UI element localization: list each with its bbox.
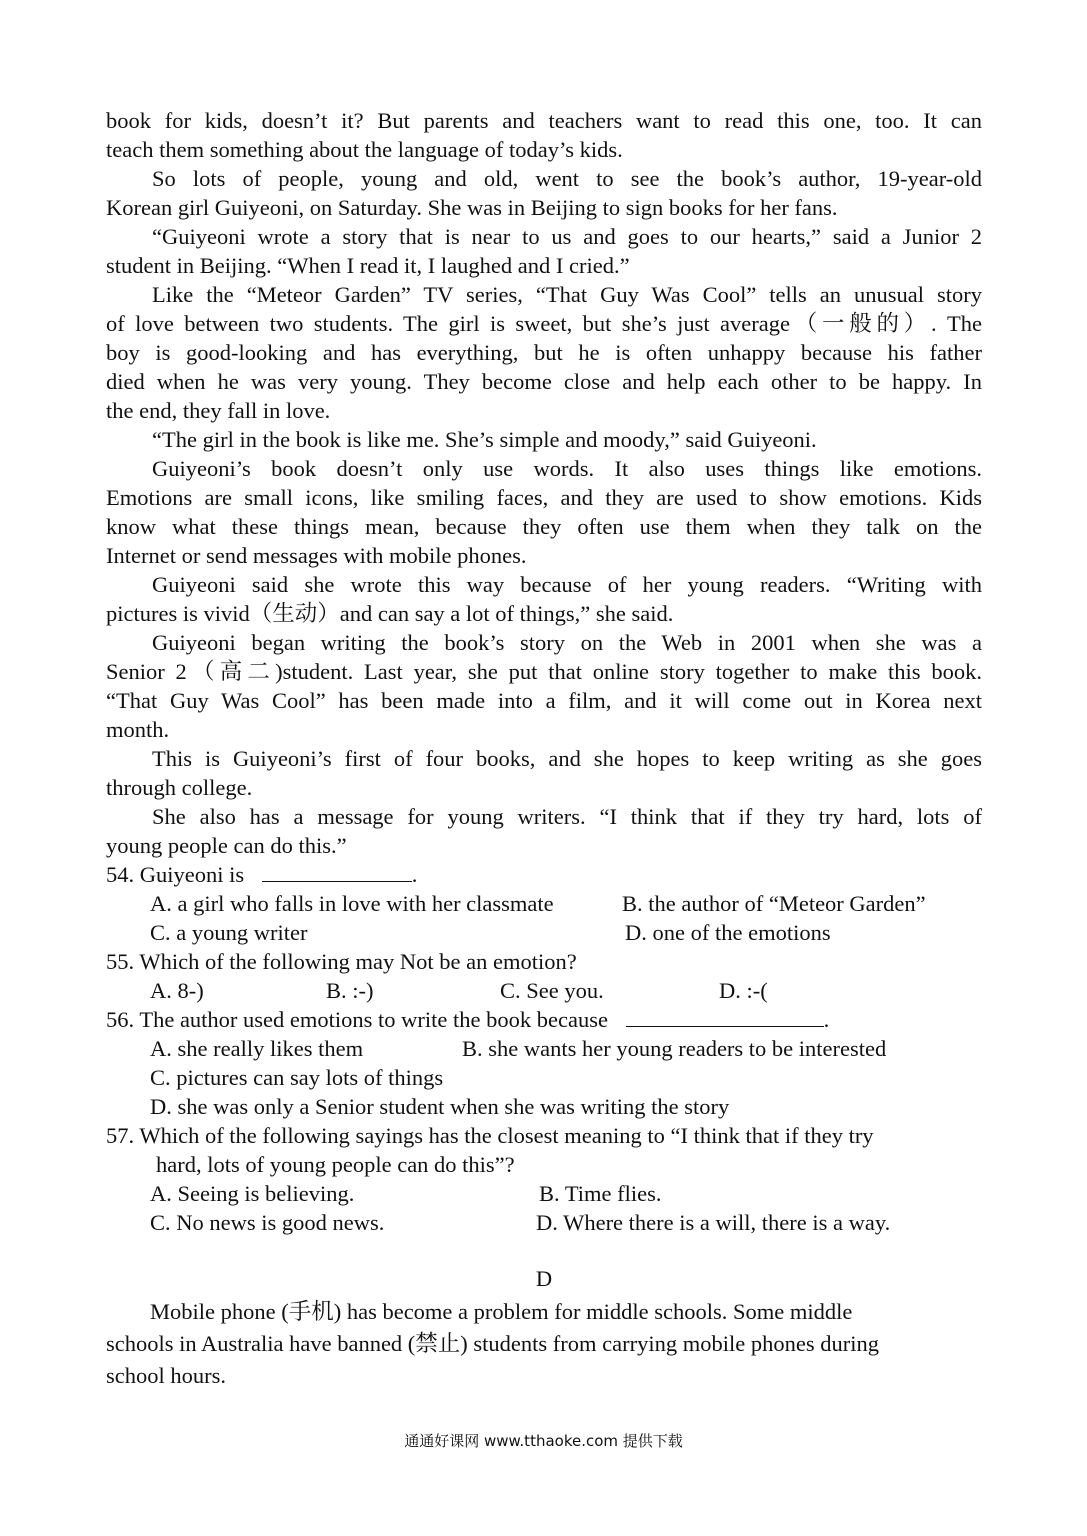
passage-line: know what these things mean, because they often use them when they talk on the <box>106 514 982 539</box>
passage-line: the end, they fall in love. <box>106 398 331 423</box>
passage-line: student in Beijing. “When I read it, I laughed and I cried.” <box>106 253 630 278</box>
stem-end: . <box>411 862 418 887</box>
option-b: B. :-) <box>326 978 374 1003</box>
option-d: D. she was only a Senior student when she was writing the story <box>150 1094 730 1119</box>
option-d: D. one of the emotions <box>625 920 831 945</box>
option-a: A. a girl who falls in love with her classmate <box>150 891 554 916</box>
passage-line: through college. <box>106 775 253 800</box>
passage-line: Guiyeoni said she wrote this way because of her young readers. “Writing with <box>152 572 982 597</box>
question-55 <box>106 947 982 1005</box>
passage-line: Guiyeoni began writing the book’s story on the Web in 2001 when she was a <box>152 630 982 655</box>
question-56 <box>106 1005 982 1121</box>
passage-line: book for kids, doesn’t it? But parents and teachers want to read this one, too. It can <box>106 108 982 133</box>
passage-line: died when he was very young. They become close and help each other to be happy. In <box>106 369 982 394</box>
option-c: C. No news is good news. <box>150 1210 385 1235</box>
question-57 <box>106 1121 982 1237</box>
passage-line: pictures is vivid（生动）and can say a lot of things,” she said. <box>106 601 674 626</box>
passage-line: “That Guy Was Cool” has been made into a film, and it will come out in Korea next <box>106 688 982 713</box>
option-b: B. the author of “Meteor Garden” <box>622 891 926 916</box>
passage-line: young people can do this.” <box>106 833 347 858</box>
passage-line: schools in Australia have banned (禁止) students from carrying mobile phones during <box>106 1331 879 1356</box>
passage-line: boy is good-looking and has everything, but he is often unhappy because his father <box>106 340 982 365</box>
option-c: C. a young writer <box>150 920 308 945</box>
question-stem: 56. The author used emotions to write the book because <box>106 1007 608 1032</box>
passage-line: school hours. <box>106 1363 226 1388</box>
option-a: A. Seeing is believing. <box>150 1181 355 1206</box>
passage-line: Like the “Meteor Garden” TV series, “That Guy Was Cool” tells an unusual story <box>152 282 982 307</box>
exam-page <box>106 106 982 1392</box>
question-stem: 57. Which of the following sayings has the closest meaning to “I think that if they try <box>106 1123 874 1148</box>
passage-line: teach them something about the language of today’s kids. <box>106 137 623 162</box>
passage-line: Internet or send messages with mobile phones. <box>106 543 527 568</box>
passage-line: Senior 2（高二)student. Last year, she put that online story together to make this book. <box>106 659 982 684</box>
option-d: D. Where there is a will, there is a way. <box>536 1210 891 1235</box>
question-stem-continued: hard, lots of young people can do this”? <box>156 1152 515 1177</box>
answer-blank[interactable] <box>626 1006 824 1027</box>
footer-source: 通通好课网 www.tthaoke.com 提供下载 <box>404 1432 683 1450</box>
option-a: A. she really likes them <box>150 1036 364 1061</box>
option-c: C. pictures can say lots of things <box>150 1065 444 1090</box>
option-b: B. she wants her young readers to be interested <box>462 1036 887 1061</box>
option-a: A. 8-) <box>150 978 204 1003</box>
option-c: C. See you. <box>500 978 604 1003</box>
question-stem: 55. Which of the following may Not be an emotion? <box>106 949 577 974</box>
passage-line: Emotions are small icons, like smiling faces, and they are used to show emotions. Kids <box>106 485 982 510</box>
passage-line: This is Guiyeoni’s first of four books, and she hopes to keep writing as she goes <box>152 746 982 771</box>
passage-d <box>106 1264 982 1392</box>
passage-line: Mobile phone (手机) has become a problem for middle schools. Some middle <box>150 1299 853 1324</box>
passage-line: Korean girl Guiyeoni, on Saturday. She was in Beijing to sign books for her fans. <box>106 195 838 220</box>
question-stem: 54. Guiyeoni is <box>106 862 245 887</box>
passage-line: “Guiyeoni wrote a story that is near to us and goes to our hearts,” said a Junior 2 <box>152 224 982 249</box>
option-b: B. Time flies. <box>539 1181 662 1206</box>
passage-line: month. <box>106 717 170 742</box>
passage-line: of love between two students. The girl is sweet, but she’s just average（一般的）. The <box>106 311 982 336</box>
question-54 <box>106 860 982 947</box>
passage-line: Guiyeoni’s book doesn’t only use words. It also uses things like emotions. <box>152 456 982 481</box>
option-d: D. :-( <box>719 978 768 1003</box>
answer-blank[interactable] <box>262 861 412 882</box>
stem-end: . <box>823 1007 830 1032</box>
passage-line: So lots of people, young and old, went to see the book’s author, 19-year-old <box>152 166 982 191</box>
passage-c <box>106 106 982 860</box>
passage-line: She also has a message for young writers. “I think that if they try hard, lots of <box>152 804 982 829</box>
passage-line: “The girl in the book is like me. She’s simple and moody,” said Guiyeoni. <box>152 427 817 452</box>
section-heading: D <box>535 1266 553 1291</box>
